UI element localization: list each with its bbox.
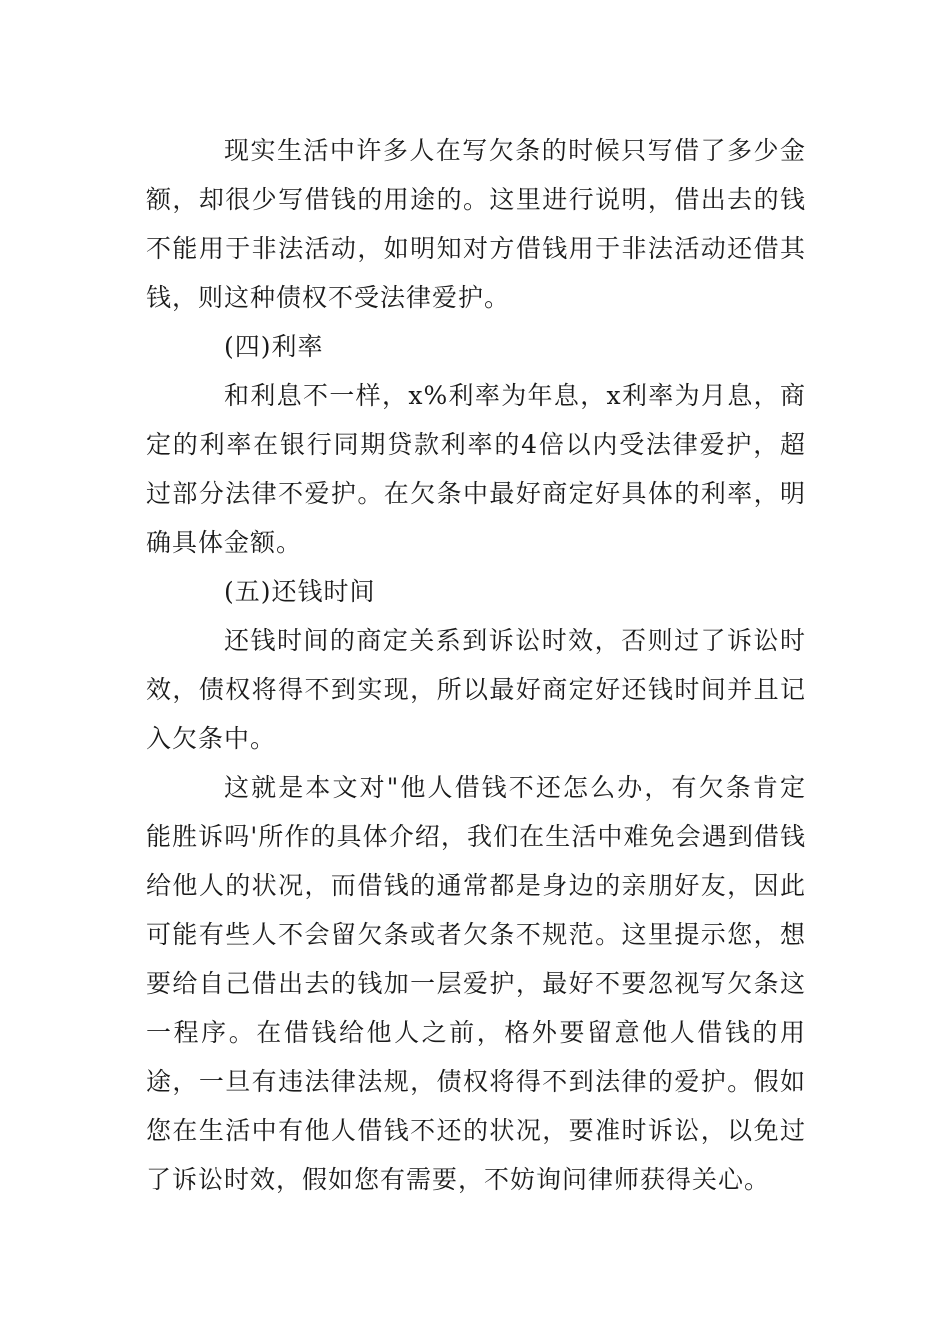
paragraph-interest-rate: 和利息不一样，x%利率为年息，x利率为月息，商定的利率在银行同期贷款利率的4倍以内受法律爱护，超过部分法律不爱护。在欠条中最好商定好具体的利率，明确具体金额。	[146, 381, 806, 557]
section-heading-repayment-time: (五)还钱时间	[224, 577, 376, 606]
paragraph-repayment-time: 还钱时间的商定关系到诉讼时效，否则过了诉讼时效，债权将得不到实现，所以最好商定好还钱时间并且记入欠条中。	[146, 626, 806, 753]
paragraph-loan-purpose: 现实生活中许多人在写欠条的时候只写借了多少金额，却很少写借钱的用途的。这里进行说明，借出去的钱不能用于非法活动，如明知对方借钱用于非法活动还借其钱，则这种债权不受法律爱护。	[146, 136, 806, 312]
section-heading-interest-rate: (四)利率	[224, 332, 324, 361]
document-body	[146, 126, 806, 1204]
paragraph-conclusion: 这就是本文对"他人借钱不还怎么办，有欠条肯定能胜诉吗'所作的具体介绍，我们在生活中难免会遇到借钱给他人的状况，而借钱的通常都是身边的亲朋好友，因此可能有些人不会留欠条或者欠条不规范。这里提示您，想要给自己借出去的钱加一层爱护，最好不要忽视写欠条这一程序。在借钱给他人之前，格外要留意他人借钱的用途，一旦有违法律法规，债权将得不到法律的爱护。假如您在生活中有他人借钱不还的状况，要准时诉讼，以免过了诉讼时效，假如您有需要，不妨询问律师获得关心。	[146, 773, 806, 1194]
